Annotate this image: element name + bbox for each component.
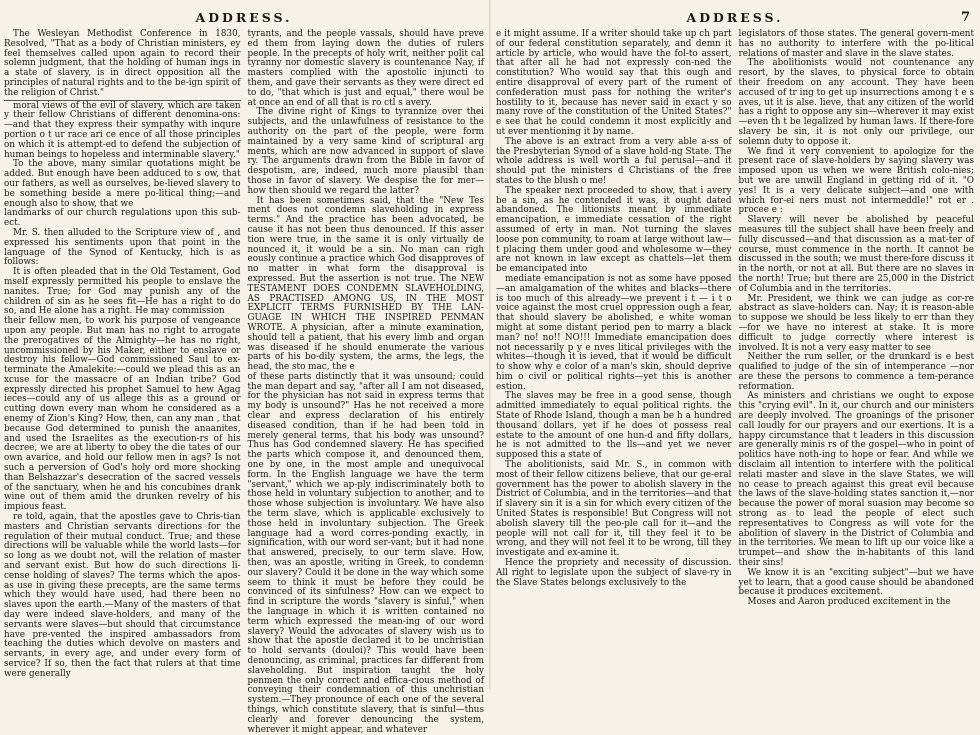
paragraph: e it might assume. If a writer should take up ch part of our federal constitution separately, and demn it article by article, who would have the fol-to assert, that after all he had not expressly con-ned the constitution? Who would say that this ough and entire disapproval of every part of the rument of confederation must pass for nothing the writer's hostility to it, because has never said in exact y so many rove of the constitution of the United States?" e see that he could condemn it most explicitly and ut ever mentioning it by name. [496,29,732,137]
paragraph: tyrants, and the people vassals, should have preve ed them from laying down the duties of rulers people. In the precepts of holy writ, neither polit cal tyranny nor domestic slavery is countenance Nay, if masters complied with the apostolic injuncti to them, and gave their servants as they were direct ed to do, "that which is just and equal," there woul be at once an end of all that is ro ctl s avery. [247,29,484,108]
paragraph: Neither the rum seller, or the drunkard is e best qualified to judge of the sin of intemperance —nor are these the persons to commence a tem-perance reformation. [738,352,974,392]
running-head-right [496,6,974,30]
paragraph: The divine right of Kings to tyrannize over thei subjects, and the unlawfulness of resistance to the authority on the part of the people, were form maintained by a very same kind of scriptural arg ments, which are now advanced in support of slave ry. The arguments drawn from the Bible in favor of despotism, are, indeed, much more plausibl than those in favor of slavery. We despise the for mer—how then should we regard the latter? [247,107,484,196]
right-page-columns [496,30,974,686]
right-column-1 [496,30,732,686]
paragraph: It is often pleaded that in the Old Testament, God mself expressly permitted his people to enslave the nanites. True; for God may punish any of the children of sin as he sees fit—He has a right to do so, and He alone has a right. He may commission [4,267,241,317]
running-head-left: ADDRESS. [195,10,293,25]
paragraph: their fellow men, to work his purpose of vengeance upon any people. But man has no right to arrogate the prerogatives of the Almighty—he has no right, uncommissioned by his Maker, either to enslave or destroy his fellow—God commissioned Saul to ex-terminate the Amalekite:—could we plead this as an xcuse for the massacre of an Indian tribe? God expressly directed his prophet Samuel to hew Agag ieces—could any of us allege this as a ground or cutting down every man whom he considered as a enemy of Zion's King? How, then, can any man , that because God determined to punish the anaanites, and used the Israelites as the execution-rs of his decree, we are at liberty to obey the die tates of our own avarice, and hold our fellow men in ags? Is not such a perversion of God's holy ord more shocking than Belshazzar's desecration of the sacred vessels of the sanctuary, when he and his concubines drank wine out of them amid the drunken revelry of his impious feast. [4,316,241,513]
paragraph: Slavery will never be abolished by peaceful measures till the subject shall have been freely and fully discussed—and that discussion as a mat-ter of course, must commence in the north. It cannot be discussed in the south; we must there-fore discuss it in the north, or not at all. But there are no slaves in the north! True; but there are 25,000 in the District of Columbia and in the territories. [738,215,974,294]
running-head-right-title: ADDRESS. [686,10,784,25]
paragraph: The abolitionists would not countenance any resort, by the slaves, to physical force to obtain their freedom on any account. They have been accused of tr ing to get up insurrections among t e s aves, ut it is alse. lieve, that any citizen of the world has a right to oppose any sin—wherever it may exist—even th t be legalized by human laws. If there-fore slavery be sin, it is not only our privilege, our solemn duty to oppose it. [738,58,974,147]
paragraph: The Wesleyan Methodist Conference in 1830, Resolved, "That as a body of Christian ministers, ey feel themselves called upon again to record their solemn judgment, that the holding of human ings in a state of slavery, is in direct opposition all the principles of natural rights and to the be-ign spirit of the religion of Christ." [4,29,241,98]
paragraph: We find it very convenient to apologize for the present race of slave-holders by saying slavery was imposed upon us when we were British colo-nies; but we are unwill England in getting rid of it. "O yes! It is a very delicate subject—and one with which for-ei ners must not intermeddle!" rot er . procee e : [738,146,974,216]
paragraph: moral views of the evil of slavery, which are taken y their fellow Christians of different denomina-ons:—and that they express their sympathy with inqure portion o t ur race ari ce ence of all those principles on which it is attempt-ed to defend the subjection of human beings to hopeless and interminable slavery." [4,100,241,160]
paragraph: It has been sometimes said, that the "New Tes ment does not condemn slaveholding in express terms." And the practice has been advocated, be cause it has not been thus denounced. If this asser tion were true, in the same it is only virtually de nounced it, it would be a sin. No man can righ eously continue a practice which God disapproves of no matter in what form the disapproval is expressed. But the assertion is not true. The NEW TESTAMENT DOES CONDEMN SLAVEHOLDING, AS PRACTISED AMONG US, IN THE MOST EXPLICIT TERMS FURNISHED BY THE LAN-GUAGE IN WHICH THE INSPIRED PENMAN WROTE. A physician, after a minute examination, should tell a patient, that his every limb and organ was diseased if he should enumerate the various parts of his bo-dily system, the arms, the legs, the head, the sto mac, the e [247,195,484,373]
paragraph: landmarks of our church regulations upon this sub-ect. [4,208,241,229]
left-column-1 [4,30,241,686]
paragraph: of these parts distinctly that it was unsound; could the man depart and say, "after all I am not diseased, for the physician has not said in express terms that my body is unsound?" Has he not received a more clear and express declaration of his entirely diseased condition, than if he had been told in merely general terms, that his body was unsound? Thus has God condemned slavery. He has specified the parts which compose it, and denounced them, one by one, in the most ample and unequivocal form. In the English language we have the term "servant," which we ap-ply indiscriminately both to those held in voluntary subjection to another, and to those whose subjection is involuntary. We have also the term slave, which is applicable exclusively to those held in involuntary subjection. The Greek language had a word corres-ponding exactly, in signification, with our word ser-vant; but it had none that answered, precisely, to our term slave. How, then, was an apostle, writing in Greek, to condemn our slavery? Could it be done in the way which some seem to think it must be before they could be convinced of its sinfulness? How can we expect to find in scripture the words "slavery is sinful," when the language in which it is written contained no term which expressed the mean-ing of our word slavery? Would the advocates of slavery wish us to show that the apostle declared it to be unchristian to hold servants (douloi)? This would have been denouncing, as criminal, practices far different from slaveholding. But inspiration taught the holy penmen the only correct and effica-cious method of conveying their condemnation of this unchristian system.—They pronounce of each one of the several things, which constitute slavery, that is sinful—thus clearly and forever denouncing the system, wherever it might appear, and whatever [247,371,484,735]
paragraph: The above is an extract from a very able a-ss of the Presbyterian Synod of a slave hold-ng State. The whole address is well worth a ful perusal—and it should put the ministers d Christians of the free states to the blush o me! [496,136,732,186]
paragraph: The speaker next proceeded to show, that i avery be a sin, as he contended it was, it ought dated abandoned. The litionists meant by immediate emancipation, e immediate cessation of the right assumed of erty in man. Not turning the slaves loose pon community, to roam at large without law—t placing them under good and wholesome w—they are not known in law except as chattels—let them be emancipated into [496,185,732,275]
paragraph: re told, again, that the apostles gave to Chris-tian masters and Christian servants directions for the regulation of their mutual conduct. True; and these directions will be valuable while the world lasts—for so long as we doubt not, will the relation of master and servant exist. But how do such directions li-cense holding of slaves? The terms which the apos-as use in giving these precepts, are the same terms which they would have used, had there been no slaves upon the earth.—Many of the masters of that day were indeed slave-holders, and many of the servants were slaves—but should that circumstance have pre-vented the inspired ambassadors from teaching the duties which devolve on masters and servants, in every age, and under every form of service? If so, then the fact that rulers at that time were generally [4,512,241,679]
page-number: 7 [960,10,970,25]
left-page-columns [4,29,484,735]
paragraph: mediate emancipation is not as some have pposed—an amalgamation of the whites and blacks—there is too much of this already—we prevent i t — i t o voice against the most cruel oppression ough a fear, that should slavery be abolished, e white woman might at some distant period pen to marry a black man? no! no!! NO!!! Immediate emancipation does not necessarily p y e nves litical privileges with the whites—though it is ieved, that it would be difficult to show why e color of a man's skin, should deprive him o civil or political rights—yet this is another estion. [496,273,732,392]
paragraph: The slaves may be free in a good sense, though admitted immediately to equal political rights. the State of Rhode Island, though a man be h a hundred thousand dollars, yet if he does ot possess real estate to the amount of one hun-d and fifty dollars, he is not admitted to the lls—and yet we never supposed this a state of [496,391,732,461]
right-page [490,0,980,689]
paragraph: Moses and Aaron produced excitement in the [747,597,951,608]
paragraph: To the above, many similar quotations might be added. But enough have been adduced to s ow, that our fathers, as well as ourselves, be-lieved slavery to be something beside a mere po-litical thing;—and enough also to show, that we [4,159,241,209]
right-column-2 [739,30,975,686]
paragraph: Mr. President, we think we can judge as cor-re abstract as slave-holders can. Nay; it is reason-able to suppose we should be less likely to err than they—for we have no interest at stake. It is more difficult to judge correctly where interest is involved. It is not a very easy matter to see [738,293,974,353]
paragraph: legislators of those states. The general govern-ment has no authority to interfere with the po-litical relations of master and slave in the slave states. [738,29,974,59]
paragraph: We know it is an "exciting subject"—but we have yet to learn, that a good cause should be abandoned because it produces excitement. [738,567,974,598]
left-column-2 [247,29,485,735]
paragraph: Mr. S. then alluded to the Scripture view of , and expressed his sentiments upon that point in the language of the Synod of Kentucky, hich is as follows: [4,227,241,268]
paragraph: As ministers and christians we ought to expose this "crying evil". In it, our church and our ministers are deeply involved. The groanings of the prisoner call loudly for our prayers and our exertions. It is a happy circumstance that t leaders in this discussion are generally minis rs of the gospel—who in point of politics have noth-ing to hope or fear. And while we disclaim all intention to interfere with the political relati master and slave in the slave States, we will no cease to preach against this great evil because the laws of the slave-holding states sanction it,—nor because the power of moral suasion may become so strong as to lead the people of elect such representatives to Congress as will vote for the abolition of slavery in the District of Columbia and in the territories. We mean to lift up our voice like a trumpet—and show the in-habitants of this land their sins! [738,391,974,569]
paragraph: Hence the propriety and necessity of discussion. All right to legislate upon the subject of slave-ry in the Slave States belongs exclusively to the [496,558,732,588]
paragraph: The abolitionists, said Mr. S., in common with most of their fellow citizens believe, that our ge-eral government has the power to abolish slavery in the District of Columbia, and in the territories—and that if slavery sin it is a sin for which every citizen of the United States is responsible! But Congress will not abolish slavery till the peo-ple call for it—and the people will not call for it, till they feel it to be wrong, and they will not feel it to be wrong, till they investigate and ex-amine it. [496,460,732,559]
